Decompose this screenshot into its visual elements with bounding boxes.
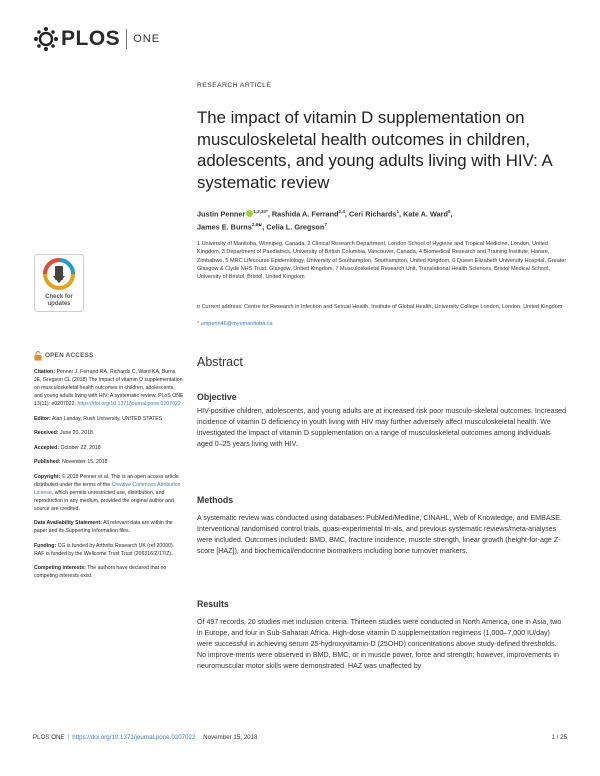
competing-interests-label: Competing interests: (34, 565, 86, 571)
author-affiliation-markers: 1,2,3¤* (253, 209, 268, 214)
journal-sub-logo: ONE (133, 33, 161, 45)
article-title: The impact of vitamin D supplementation on musculoskeletal health outcomes in children, adolescents, and young adults living with HIV: A systematic review (197, 108, 552, 192)
journal-logo (33, 24, 160, 54)
license-link[interactable]: Creative Commons Attribution License (34, 481, 181, 496)
received-block (34, 429, 184, 437)
article-sidebar (34, 351, 184, 587)
citation-doi-link[interactable]: https://doi.org/10.1371/journal.pone.0207022 (77, 401, 181, 407)
copyright-text: © 2018 Penner et al. This is an open access article distributed under the terms of the (34, 473, 179, 488)
page-number: 1 / 25 (551, 734, 567, 741)
editor-label: Editor: (34, 415, 51, 422)
logo-divider (126, 29, 127, 49)
author-name[interactable]: Rashida A. Ferrand (271, 209, 339, 219)
check-for-updates-label: Check for updates (45, 294, 73, 307)
competing-interests-block (34, 564, 184, 580)
copyright-block (34, 473, 184, 513)
received-date: June 20, 2018 (59, 430, 93, 436)
data-availability-block (34, 519, 184, 535)
abstract-heading: Abstract (197, 355, 243, 369)
published-date: November 15, 2018 (61, 459, 108, 465)
citation-block (34, 368, 184, 408)
article-type: RESEARCH ARTICLE (197, 82, 272, 89)
author-name[interactable]: Justin Penner (197, 209, 246, 219)
funding-text: CG is funded by Arthritis Research UK (ref 20000). RAF is funded by the Wellcome Trust Trust (206316/Z/17/Z). (34, 542, 175, 557)
corresponding-email[interactable]: * umpenn46@myumanitoba.ca (197, 321, 273, 327)
editor-text: Alan Landay, Rush University, UNITED STATES (51, 415, 163, 422)
data-availability-text: All relevant data are within the paper and its Supporting Information files. (34, 520, 173, 534)
competing-interests-text: The authors have declared that no competing interests exist. (34, 565, 167, 579)
author-name[interactable]: Celia L. Gregson (266, 222, 325, 232)
author-affiliation-markers: 1 (396, 209, 399, 214)
open-lock-icon (34, 351, 42, 361)
accepted-label: Accepted: (34, 444, 60, 451)
funding-block (34, 542, 184, 558)
footer-journal: PLOS ONE (33, 734, 65, 741)
author-affiliation-markers: 2,4 (338, 209, 345, 214)
section-text-objective: HIV-positive children, adolescents, and young adults are at increased risk poor musculo-skeletal outcomes. Increased incidence of vitamin D deficiency in youth living with HIV may further adversely affect musculoskeletal health. We investigated the impact of vitamin D supplementation on a range of musculoskeletal outcomes among individuals aged 0–25 years living with HIV. (197, 407, 567, 449)
funding-label: Funding: (34, 542, 57, 549)
affiliations: 1 University of Manitoba, Winnipeg, Canada, 2 Clinical Research Department, London School of Hygiene and Tropical Medicine, London, United Kingdom, 3 Department of Paediatrics, University of British Columbia, Vancouver, Canada, 4 Biomedical Research and Training Institute, Harare, Zimbabwe, 5 MRC Lifecourse Epidemiology, University of Southampton, Southampton, United Kingdom, 6 Queen Elizabeth University Hospital, Greater Glasgow & Clyde NHS Trust, Glasgow, United Kingdom, 7 Musculoskeletal Research Unit, Translational Health Sciences, Bristol Medical School, University of Bristol, Bristol, United Kingdom (197, 241, 567, 281)
author-name[interactable]: James E. Burns (197, 222, 252, 232)
published-block (34, 458, 184, 466)
accepted-date: October 22, 2018 (60, 444, 101, 451)
current-address: ¤ Current address: Centre for Research in Infection and Sexual Health, Institute of Global Health, University College London, London, United Kingdom (197, 304, 563, 310)
author-affiliation-markers: 2,6☯ (251, 222, 263, 228)
open-access-label: OPEN ACCESS (34, 351, 184, 361)
section-heading-objective: Objective (197, 392, 237, 402)
copyright-label: Copyright: (34, 473, 61, 480)
copyright-text-end: , which permits unrestricted use, distribution, and reproduction in any medium, provided the original author and source are credited. (34, 489, 174, 512)
plos-mark-icon (33, 26, 59, 52)
author-affiliation-markers: 5 (447, 209, 451, 214)
author-list: Justin Penner $^{1,2,3¤*}$, Rashida A. Ferrand$^{2,4}$, Ceri Richards$^1$, Kate A. Ward$^5$, James E. Burns$^{2,6☯}$, Celia L. Gregson$^7$ (197, 209, 453, 232)
author-affiliation-markers: 7 (324, 222, 327, 228)
page-footer: PLOS ONE | https://doi.org/10.1371/journal.pone.0207022 November 15, 2018 1 / 25 (33, 734, 567, 741)
footer-doi-link[interactable]: https://doi.org/10.1371/journal.pone.0207022 (72, 734, 196, 741)
data-availability-label: Data Availability Statement: (34, 520, 102, 526)
published-label: Published: (34, 459, 61, 465)
section-heading-methods: Methods (197, 495, 234, 505)
editor-block (34, 415, 184, 423)
received-label: Received: (34, 430, 59, 436)
section-heading-results: Results (197, 599, 229, 609)
journal-logo-text: PLOS (61, 27, 121, 50)
citation-label: Citation: (34, 369, 56, 375)
citation-text: Penner J, Ferrand RA, Richards C, Ward KA, Burns JE, Gregson CL (2018) The impact of vitamin D supplementation on musculoskeletal health outcomes in children, adolescents, and young adults living with HIV: A systematic review. PLoS ONE 13(11): e0207022. (34, 369, 184, 407)
footer-date: November 15, 2018 (203, 734, 258, 741)
accepted-block (34, 444, 184, 452)
author-name[interactable]: Kate A. Ward (403, 209, 448, 219)
check-for-updates-badge[interactable] (34, 254, 84, 317)
author-name[interactable]: Ceri Richards (348, 209, 397, 219)
section-text-methods: A systematic review was conducted using databases: PubMed/Medline, CINAHL, Web of Knowledge, and EMBASE. Interventional randomised control trials, quasi-experimental tri-als, and previous systematic reviews/meta-analyses were included. Outcomes included: BMD, BMC, fracture incidence, muscle strength, linear growth (height-for-age Z-score [HAZ]), and biochemical/endocrine biomarkers including bone turnover markers. (197, 514, 562, 556)
section-text-results: Of 497 records, 20 studies met inclusion criteria. Thirteen studies were conducted in North America, one in Asia, two in Europe, and four in Sub-Saharan Africa. High-dose vitamin D supplementation regimens (1,000–7,000 IU/day) were successful in achieving serum 25-hydroxyvitamin-D (25OHD) concentrations above study-defined thresholds. No improve-ments were observed in BMD, BMC, or in muscle power, force and strength; however, improvements in neuromuscular motor skills were demonstrated. HAZ was unaffected by (197, 618, 562, 671)
